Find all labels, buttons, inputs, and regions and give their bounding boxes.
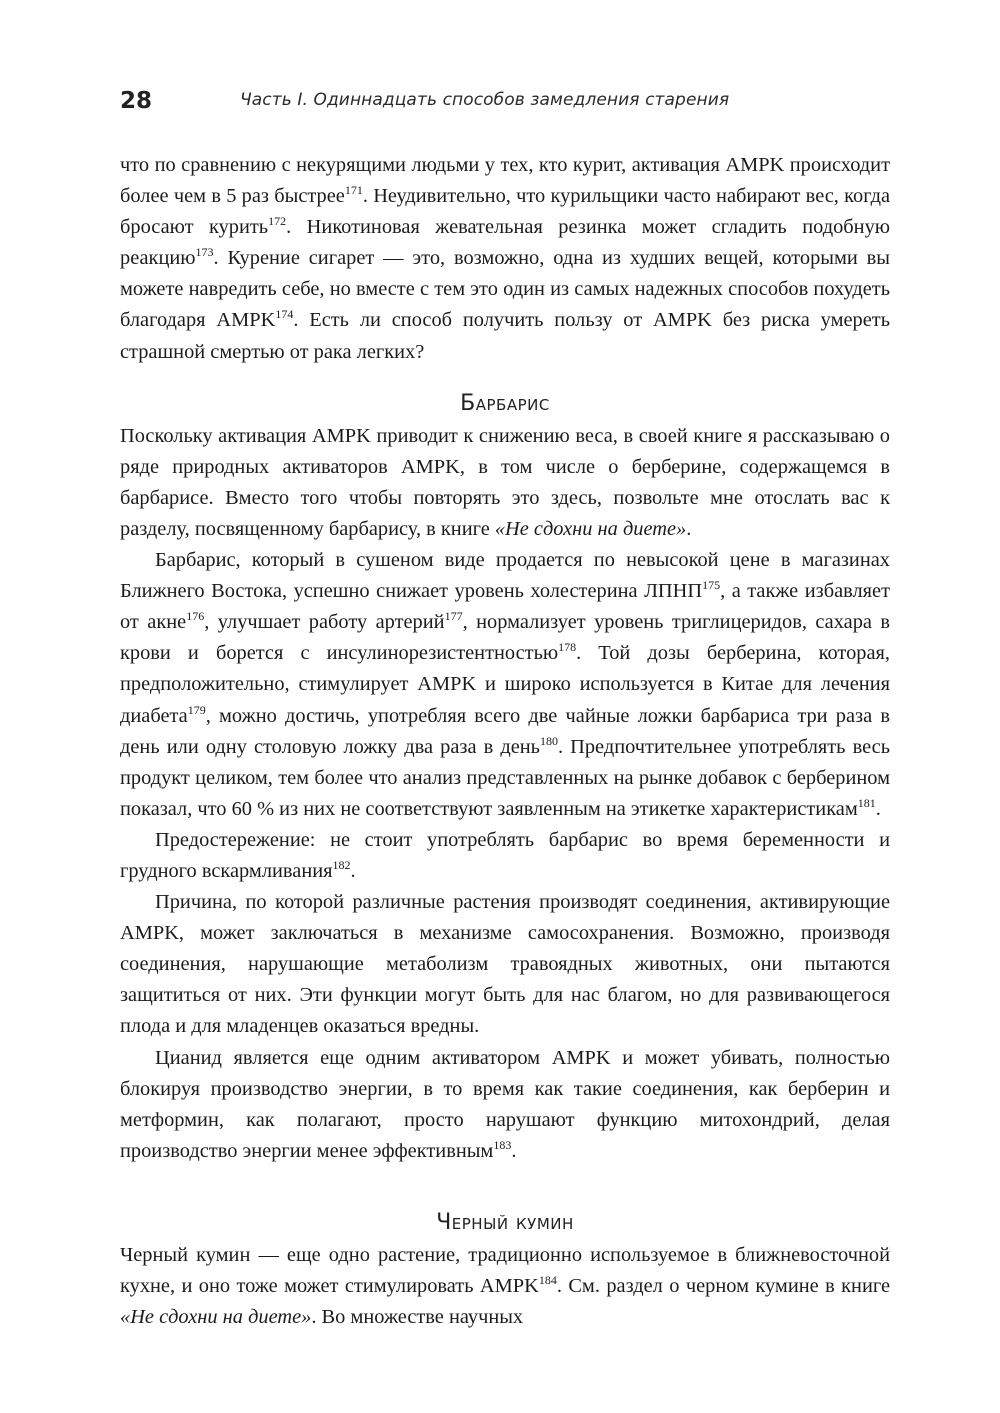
- section-heading-black-cumin: Черный кумин: [436, 1209, 574, 1235]
- paragraph-barbaris-benefits: [120, 545, 890, 825]
- footnote-ref: 176: [186, 609, 205, 624]
- text-run: . См. раздел о черном кумине в книге: [556, 1275, 890, 1297]
- footnote-ref: 174: [275, 307, 294, 322]
- text-run: . Никотиновая жевательная резинка может сгладить подобную реакцию: [120, 216, 890, 270]
- text-run: , нормализует уровень триглицеридов, сахара в крови и борется с инсулинорезистентностью: [120, 611, 890, 665]
- paragraph-cyanide: [120, 1043, 890, 1167]
- text-run: .: [875, 797, 881, 820]
- footnote-ref: 180: [539, 733, 558, 748]
- footnote-ref: 182: [332, 858, 351, 873]
- footnote-ref: 183: [493, 1138, 512, 1153]
- paragraph-smoking-ampk: [120, 150, 890, 368]
- footnote-ref: 179: [187, 702, 206, 717]
- footnote-ref: 178: [558, 640, 577, 655]
- page-number: 28: [120, 88, 153, 114]
- text-run: . Неудивительно, что курильщики часто набирают вес, когда бросают курить: [120, 185, 891, 239]
- text-run: , можно достичь, употребляя всего две чайные ложки барбариса три раза в день или одну столовую ложку два раза в день: [120, 704, 890, 758]
- book-title: «Не сдохни на диете»: [494, 517, 687, 540]
- footnote-ref: 172: [268, 214, 287, 229]
- body-text: [120, 150, 890, 1333]
- book-title: «Не сдохни на диете»: [120, 1306, 312, 1329]
- chapter-title: Часть I. Одиннадцать способов замедления старения: [240, 90, 730, 110]
- text-run: Поскольку активация AMPK приводит к снижению веса, в своей книге я рассказываю о ряде природных активаторов AMPK, в том числе о берберине, содержащемся в барбарисе. Вместо того чтобы повторять это здесь, позвольте мне отослать вас к разделу, посвященному барбарису, в книге: [120, 424, 890, 540]
- text-run: . Есть ли способ получить пользу от AMPK без риска умереть страшной смертью от рака легких?: [120, 309, 891, 363]
- footnote-ref: 175: [702, 578, 721, 593]
- footnote-ref: 173: [195, 245, 214, 260]
- text-run: Барбарис, который в сушеном виде продается по невысокой цене в магазинах Ближнего Востока, успешно снижает уровень холестерина ЛПНП: [120, 549, 890, 603]
- text-run: .: [686, 517, 692, 540]
- text-run: . Во множестве научных: [311, 1306, 524, 1329]
- text-run: Причина, по которой различные растения производят соединения, активирующие AMPK, может заключаться в механизме самосохранения. Возможно, производя соединения, нарушающие метаболизм травоядных животных, они пытаются защититься от них. Эти функции могут быть для нас благом, но для развивающегося плода и для младенцев оказаться вредны.: [120, 891, 890, 1038]
- text-run: . Курение сигарет — это, возможно, одна из худших вещей, которыми вы можете навредить себе, но вместе с тем это один из самых надежных способов похудеть благодаря AMPK: [120, 247, 890, 332]
- paragraph-plant-compounds: [120, 887, 890, 1042]
- footnote-ref: 177: [444, 609, 463, 624]
- running-header: [120, 84, 890, 118]
- text-run: , а также избавляет от акне: [120, 580, 890, 634]
- footnote-ref: 181: [857, 795, 876, 810]
- section-heading-barbaris: Барбарис: [460, 390, 550, 416]
- text-run: .: [350, 859, 356, 882]
- paragraph-barbaris-intro: [120, 421, 890, 545]
- footnote-ref: 171: [344, 183, 363, 198]
- text-run: что по сравнению с некурящими людьми у тех, кто курит, активация AMPK происходит более чем в 5 раз быстрее: [120, 154, 890, 208]
- text-run: Черный кумин — еще одно растение, традиционно используемое в ближневосточной кухне, и оно тоже может стимулировать AMPK: [120, 1243, 890, 1297]
- paragraph-barbaris-warning: [120, 825, 890, 887]
- footnote-ref: 184: [538, 1273, 557, 1288]
- text-run: Предостережение: не стоит употреблять барбарис во время беременности и грудного вскармливания: [120, 828, 890, 882]
- text-run: , улучшает работу артерий: [204, 611, 445, 634]
- text-run: Цианид является еще одним активатором AMPK и может убивать, полностью блокируя производство энергии, в то время как такие соединения, как берберин и метформин, как полагают, просто нарушают функцию митохондрий, делая производство энергии менее эффективным: [120, 1046, 890, 1162]
- text-run: .: [511, 1139, 517, 1162]
- paragraph-black-cumin: [120, 1240, 890, 1333]
- text-run: . Предпочтительнее употреблять весь продукт целиком, тем более что анализ представленных на рынке добавок с берберином показал, что 60 % из них не соответствуют заявленным на этикетке характеристикам: [120, 735, 890, 820]
- text-run: . Той дозы берберина, которая, предположительно, стимулирует AMPK и широко используется в Китае для лечения диабета: [120, 642, 890, 727]
